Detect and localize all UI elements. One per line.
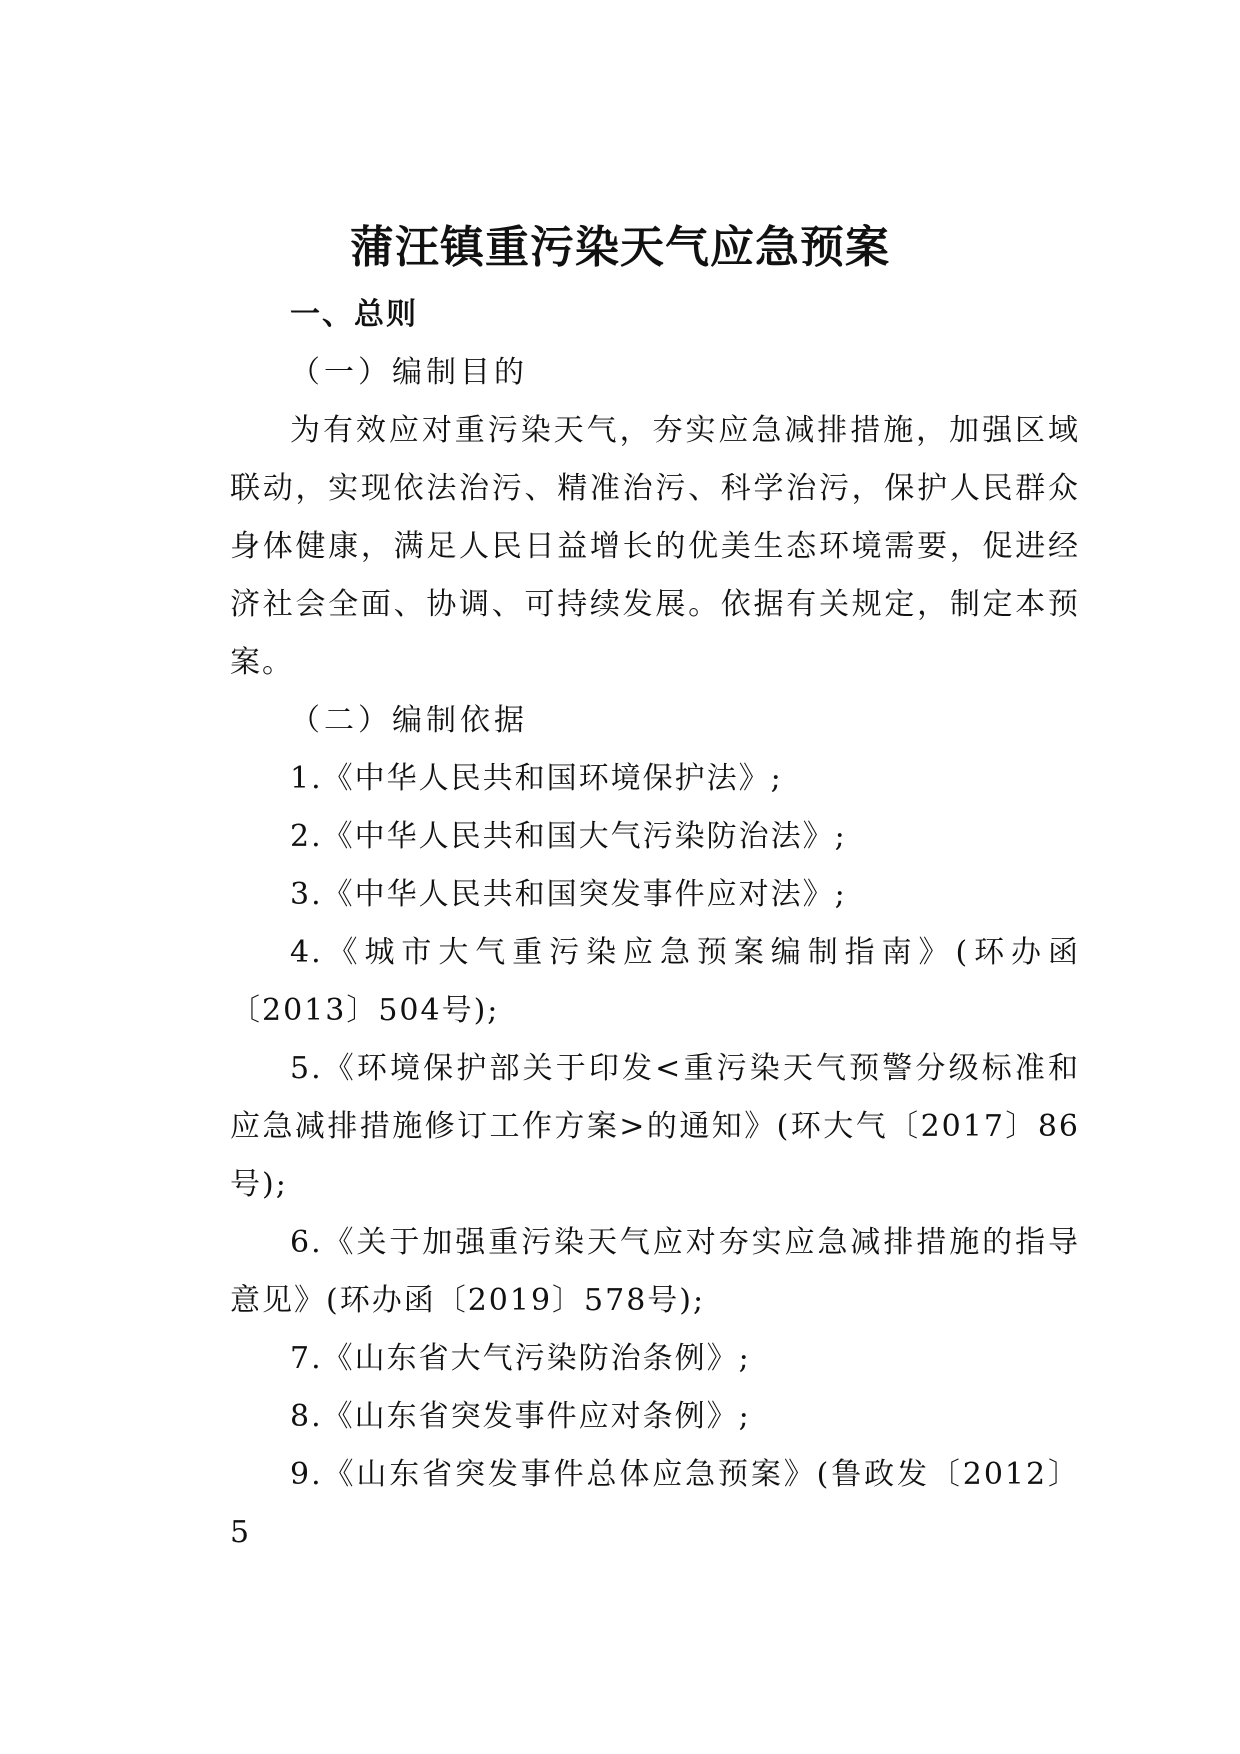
document-body: [230, 286, 1080, 1562]
basis-item-7: 7.《山东省大气污染防治条例》;: [290, 1341, 751, 1376]
basis-item-3: 3.《中华人民共和国突发事件应对法》;: [290, 877, 847, 912]
purpose-paragraph: 为有效应对重污染天气，夯实应急减排措施，加强区域联动，实现依法治污、精准治污、科学治污，保护人民群众身体健康，满足人民日益增长的优美生态环境需要，促进经济社会全面、协调、可持续发展。依据有关规定，制定本预案。: [230, 413, 1080, 680]
basis-item-6: 6.《关于加强重污染天气应对夯实应急减排措施的指导意见》(环办函〔2019〕578号);: [230, 1225, 1080, 1318]
subsection-heading-basis: （二）编制依据: [290, 703, 528, 738]
basis-item-1: 1.《中华人民共和国环境保护法》;: [290, 761, 783, 796]
subsection-heading-purpose: （一）编制目的: [290, 355, 528, 390]
basis-item-2: 2.《中华人民共和国大气污染防治法》;: [290, 819, 847, 854]
basis-item-4: 4.《城市大气重污染应急预案编制指南》(环办函〔2013〕504号);: [230, 935, 1080, 1028]
basis-item-5: 5.《环境保护部关于印发<重污染天气预警分级标准和应急减排措施修订工作方案>的通知》(环大气〔2017〕86号);: [230, 1051, 1080, 1202]
basis-item-9: 9.《山东省突发事件总体应急预案》(鲁政发〔2012〕5: [230, 1457, 1080, 1550]
basis-item-8: 8.《山东省突发事件应对条例》;: [290, 1399, 751, 1434]
section-heading-general: 一、总则: [290, 297, 418, 332]
document-title: 蒲汪镇重污染天气应急预案: [350, 222, 890, 273]
